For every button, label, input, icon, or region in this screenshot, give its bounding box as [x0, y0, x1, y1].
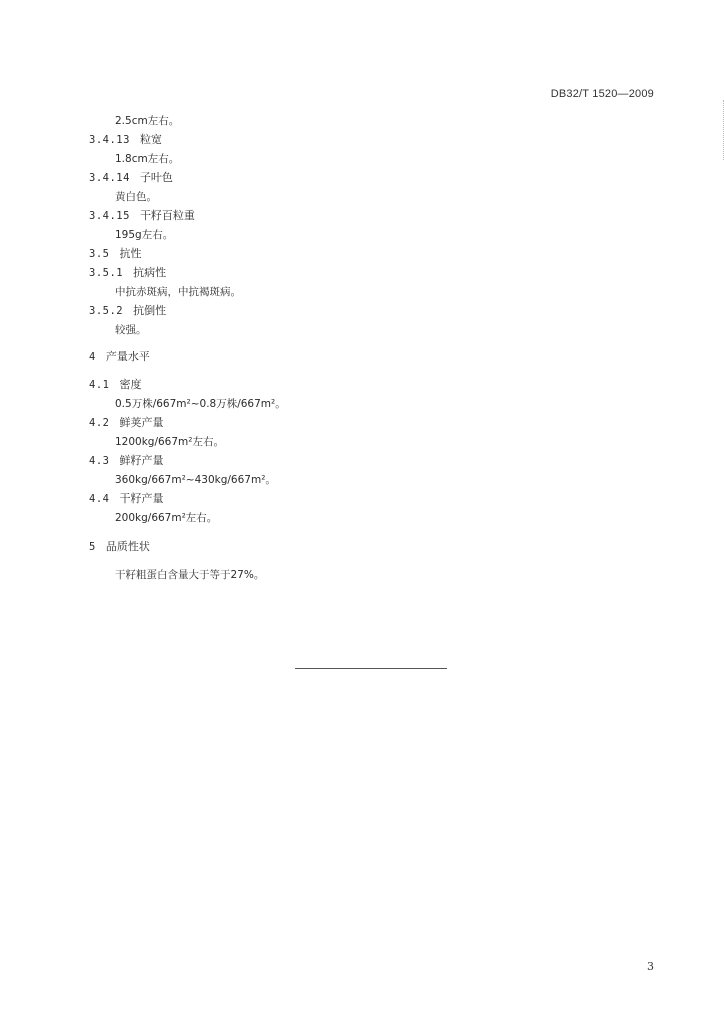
heading-3-5-2: [89, 304, 166, 318]
value-text: 黄白色。: [115, 191, 157, 203]
heading-4-4: [89, 492, 163, 506]
page-number: 3: [647, 960, 654, 973]
clause-title: 抗性: [119, 247, 142, 260]
value-text: 中抗赤斑病，中抗褐斑病。: [115, 286, 241, 298]
clause-number: 4.3: [89, 455, 110, 467]
clause-title: 粒宽: [139, 133, 162, 146]
clause-title: 鲜荚产量: [119, 416, 164, 429]
value-line-fresh-pod-yield: [115, 435, 224, 449]
clause-title: 抗倒性: [133, 304, 167, 317]
clause-title: 密度: [119, 378, 142, 391]
value-text: 360kg/667m²~430kg/667m²。: [115, 474, 276, 486]
value-line-dry-seed-yield: [115, 511, 217, 525]
clause-title: 鲜籽产量: [119, 454, 164, 467]
clause-title: 抗病性: [133, 266, 167, 279]
value-line-density: [115, 397, 286, 411]
standard-code: DB32/T 1520—2009: [550, 88, 654, 100]
value-line-fresh-seed-yield: [115, 473, 276, 487]
value-text: 1200kg/667m²左右。: [115, 436, 224, 448]
value-line-seed-width: [115, 152, 179, 166]
value-line-protein-content: [115, 568, 264, 582]
value-text: 0.5万株/667m²~0.8万株/667m²。: [115, 398, 286, 410]
clause-number: 4: [89, 351, 96, 363]
clause-title: 产量水平: [105, 350, 150, 363]
clause-number: 4.1: [89, 379, 110, 391]
heading-3-4-14: [89, 171, 173, 185]
end-of-standard-rule: [295, 668, 447, 669]
clause-number: 4.2: [89, 417, 110, 429]
value-text: 2.5cm左右。: [115, 115, 180, 127]
clause-number: 3.5.1: [89, 267, 124, 279]
heading-3-4-13: [89, 133, 162, 147]
clause-number: 3.4.14: [89, 172, 130, 184]
clause-number: 3.5.2: [89, 305, 124, 317]
value-line-seed-length: [115, 114, 179, 128]
clause-number: 3.5: [89, 248, 110, 260]
heading-5: [89, 540, 150, 554]
value-text: 200kg/667m²左右。: [115, 512, 218, 524]
heading-3-4-15: [89, 209, 195, 223]
heading-4: [89, 350, 150, 364]
clause-title: 品质性状: [105, 540, 150, 553]
heading-3-5: [89, 247, 141, 261]
clause-title: 子叶色: [139, 171, 173, 184]
clause-title: 干籽百粒重: [139, 209, 195, 222]
value-line-disease-resistance: [115, 285, 241, 299]
value-text: 较强。: [115, 324, 147, 336]
clause-number: 5: [89, 541, 96, 553]
clause-title: 干籽产量: [119, 492, 164, 505]
value-line-hundred-seed-weight: [115, 228, 173, 242]
heading-4-3: [89, 454, 163, 468]
value-line-cotyledon-color: [115, 190, 157, 204]
value-text: 195g左右。: [115, 229, 174, 241]
heading-3-5-1: [89, 266, 166, 280]
scan-edge-marks: [719, 100, 724, 160]
value-text: 1.8cm左右。: [115, 153, 180, 165]
value-line-lodging-resistance: [115, 323, 147, 337]
heading-4-2: [89, 416, 163, 430]
value-text: 干籽粗蛋白含量大于等于27%。: [115, 569, 265, 581]
clause-number: 3.4.13: [89, 134, 130, 146]
heading-4-1: [89, 378, 141, 392]
clause-number: 3.4.15: [89, 210, 130, 222]
clause-number: 4.4: [89, 493, 110, 505]
